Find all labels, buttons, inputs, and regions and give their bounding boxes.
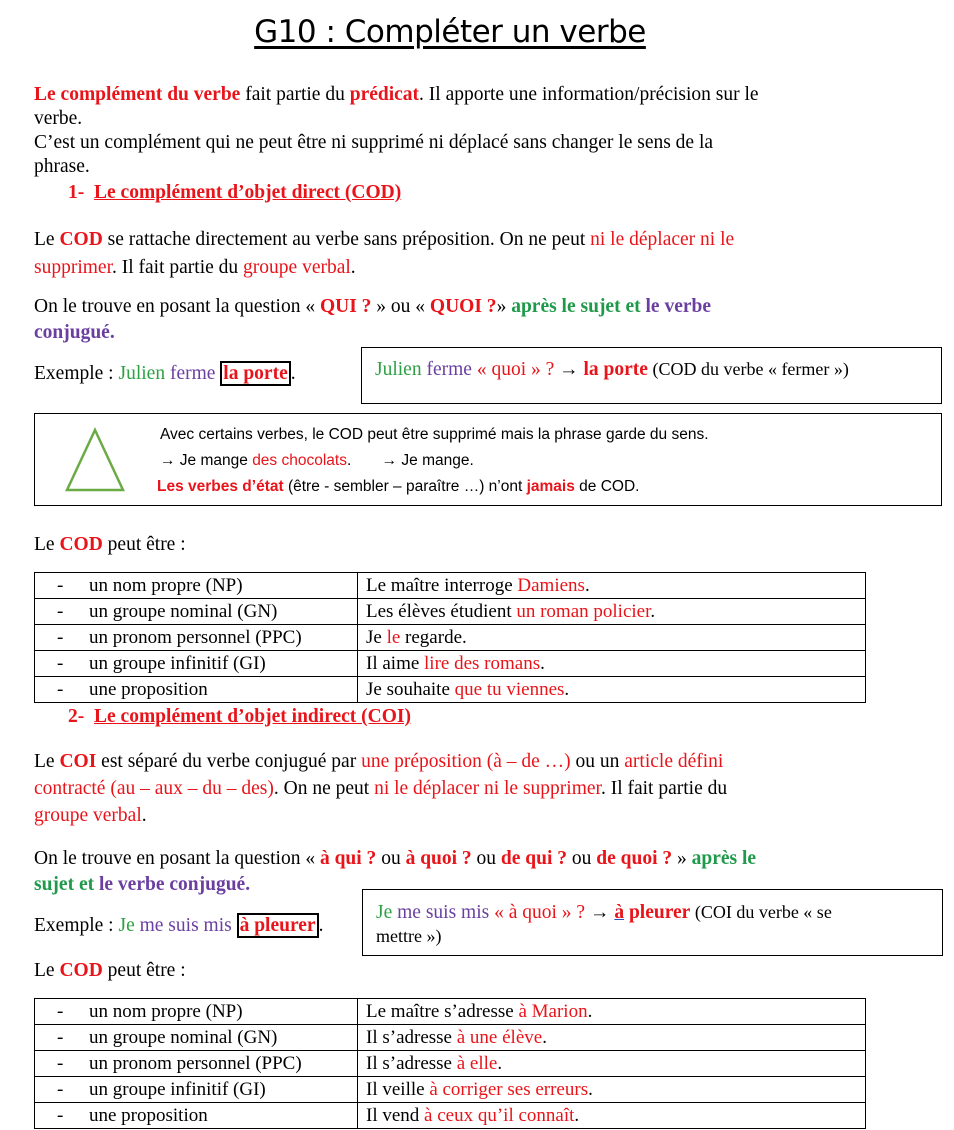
- table-cell: Il s’adresse à une élève.: [358, 1025, 866, 1051]
- table-row: [35, 599, 866, 625]
- cod-example-box: Julien ferme « quoi » ? → la porte (COD du verbe « fermer »): [361, 347, 942, 404]
- table-cell: Le maître interroge Damiens.: [358, 573, 866, 599]
- arrow-icon: →: [554, 359, 584, 380]
- section-heading-cod: 1- Le complément d’objet direct (COD): [68, 182, 402, 203]
- coi-example-box: Je me suis mis « à quoi » ? → à pleurer (COI du verbe « se mettre »): [362, 889, 943, 956]
- table-cell: Je souhaite que tu viennes.: [358, 677, 866, 703]
- cod-question: On le trouve en posant la question « QUI ? » ou « QUOI ?» après le sujet et le verbe conjugué.: [34, 296, 712, 343]
- cod-list-lead: Le COD peut être :: [34, 534, 186, 555]
- table-row: [35, 1103, 866, 1129]
- table-cell: Il vend à ceux qu’il connaît.: [358, 1103, 866, 1129]
- cod-definition: Le COD se rattache directement au verbe sans préposition. On ne peut ni le déplacer ni le supprimer. Il fait partie du groupe verbal.: [34, 229, 735, 278]
- coi-question: On le trouve en posant la question « à qui ? ou à quoi ? ou de qui ? ou de quoi ? » après le sujet et le verbe conjugué.: [34, 848, 757, 895]
- intro-term: Le complément du verbe: [34, 84, 241, 105]
- arrow-icon: →: [585, 902, 615, 923]
- table-row: [35, 1051, 866, 1077]
- table-row: [35, 573, 866, 599]
- coi-example: Exemple : Je me suis mis à pleurer .: [34, 915, 324, 936]
- table-cell: - un pronom personnel (PPC): [35, 1051, 358, 1077]
- cod-example: Exemple : Julien ferme la porte .: [34, 363, 296, 384]
- table-row: [35, 1077, 866, 1103]
- table-cell: Il aime lire des romans.: [358, 651, 866, 677]
- table-cell: Il s’adresse à elle.: [358, 1051, 866, 1077]
- table-cell: - un nom propre (NP): [35, 573, 358, 599]
- page-title: G10 : Compléter un verbe: [254, 14, 646, 50]
- table-cell: - une proposition: [35, 677, 358, 703]
- table-cell: Les élèves étudient un roman policier.: [358, 599, 866, 625]
- intro-paragraph: Le complément du verbe fait partie du prédicat. Il apporte une information/précision sur le verbe. C’est un complément qui ne peut être ni supprimé ni déplacé sans changer le sens de la phrase.: [34, 84, 759, 177]
- table-cell: - une proposition: [35, 1103, 358, 1129]
- table-cell: - un groupe infinitif (GI): [35, 1077, 358, 1103]
- coi-list-lead: Le COD peut être :: [34, 960, 186, 981]
- table-row: [35, 677, 866, 703]
- section-heading-coi: 2- Le complément d’objet indirect (COI): [68, 706, 411, 727]
- table-cell: Il veille à corriger ses erreurs.: [358, 1077, 866, 1103]
- table-cell: - un groupe infinitif (GI): [35, 651, 358, 677]
- coi-example-framed: à pleurer: [237, 913, 319, 938]
- table-row: [35, 625, 866, 651]
- table-cell: Le maître s’adresse à Marion.: [358, 999, 866, 1025]
- table-row: [35, 999, 866, 1025]
- table-row: [35, 1025, 866, 1051]
- table-cell: Je le regarde.: [358, 625, 866, 651]
- cod-example-framed: la porte: [220, 361, 290, 386]
- table-cell: - un groupe nominal (GN): [35, 1025, 358, 1051]
- warning-box: Avec certains verbes, le COD peut être supprimé mais la phrase garde du sens. → Je mange des chocolats. → Je mange. Les verbes d’état (être - sembler – paraître …) n’ont jamais de COD.: [34, 413, 942, 506]
- cod-table: [34, 572, 866, 703]
- table-cell: - un groupe nominal (GN): [35, 599, 358, 625]
- table-cell: - un pronom personnel (PPC): [35, 625, 358, 651]
- coi-table: [34, 998, 866, 1129]
- table-cell: - un nom propre (NP): [35, 999, 358, 1025]
- coi-definition: Le COI est séparé du verbe conjugué par une préposition (à – de …) ou un article défini contracté (au – aux – du – des). On ne peut ni le déplacer ni le supprimer. Il fait partie du groupe verbal.: [34, 751, 728, 826]
- warning-triangle-icon: [63, 426, 127, 494]
- table-row: [35, 651, 866, 677]
